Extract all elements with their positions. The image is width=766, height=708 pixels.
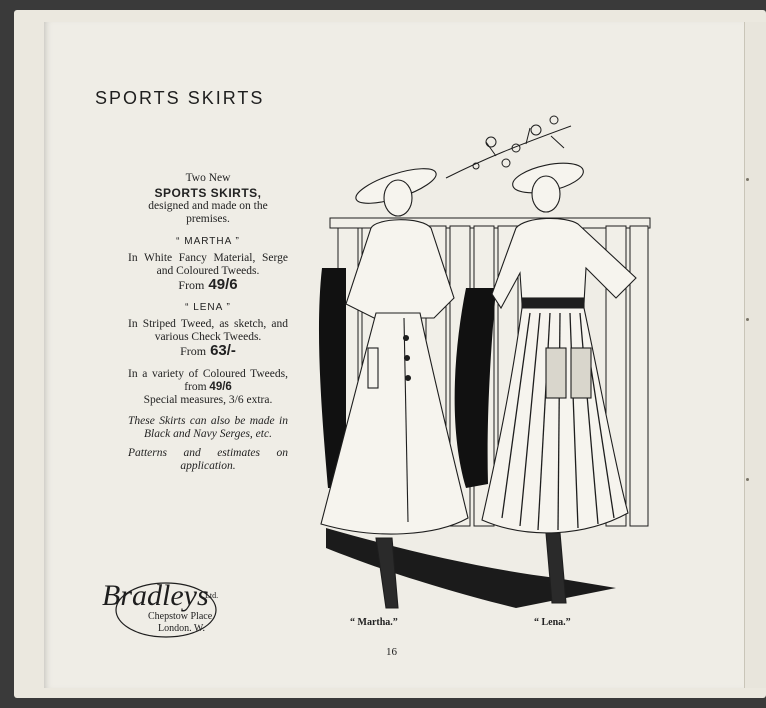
martha-description: In White Fancy Material, Serge and Coloured Tweeds.: [128, 252, 288, 277]
lena-price: [128, 344, 288, 358]
logo-address-line2: London. W.: [158, 623, 205, 634]
page-title: SPORTS SKIRTS: [95, 88, 265, 108]
caption-lena: “ Lena.”: [534, 617, 571, 628]
headline: SPORTS SKIRTS,: [154, 186, 262, 200]
skirts-illustration: [316, 108, 662, 618]
binding-stitch: [746, 478, 749, 481]
binding-stitch: [746, 318, 749, 321]
variety-line: In a variety of Coloured Tweeds, from: [128, 368, 288, 393]
price-prefix: From: [178, 278, 205, 292]
logo-brand: Bradleys: [102, 579, 209, 612]
patterns-note: Patterns and estimates on application.: [128, 447, 288, 472]
martha-name: “ MARTHA ”: [176, 236, 240, 247]
ground-shadow: [326, 528, 616, 608]
caption-martha: “ Martha.”: [350, 617, 398, 628]
logo-suffix: Ltd.: [205, 591, 219, 600]
price-amount: 49/6: [208, 276, 238, 293]
intro-line: Two New: [185, 172, 231, 184]
colours-note: These Skirts can also be made in Black and Navy Serges, etc.: [128, 415, 288, 440]
price-prefix: From: [180, 344, 207, 358]
lena-description: In Striped Tweed, as sketch, and various Check Tweeds.: [128, 318, 288, 343]
variety-price: 49/6: [209, 381, 232, 393]
martha-price: [128, 278, 288, 292]
price-amount: 63/-: [210, 342, 236, 359]
page-number: 16: [386, 646, 397, 658]
variety-text: [128, 368, 288, 407]
special-measures: Special measures, 3/6 extra.: [143, 394, 273, 406]
lena-name: “ LENA ”: [185, 302, 231, 313]
subline: designed and made on the premises.: [148, 200, 268, 225]
product-copy: [128, 172, 288, 473]
facing-page-edge: [744, 22, 766, 688]
binding-stitch: [746, 178, 749, 181]
bradleys-logo: [100, 571, 222, 641]
logo-address-line1: Chepstow Place: [148, 611, 213, 622]
